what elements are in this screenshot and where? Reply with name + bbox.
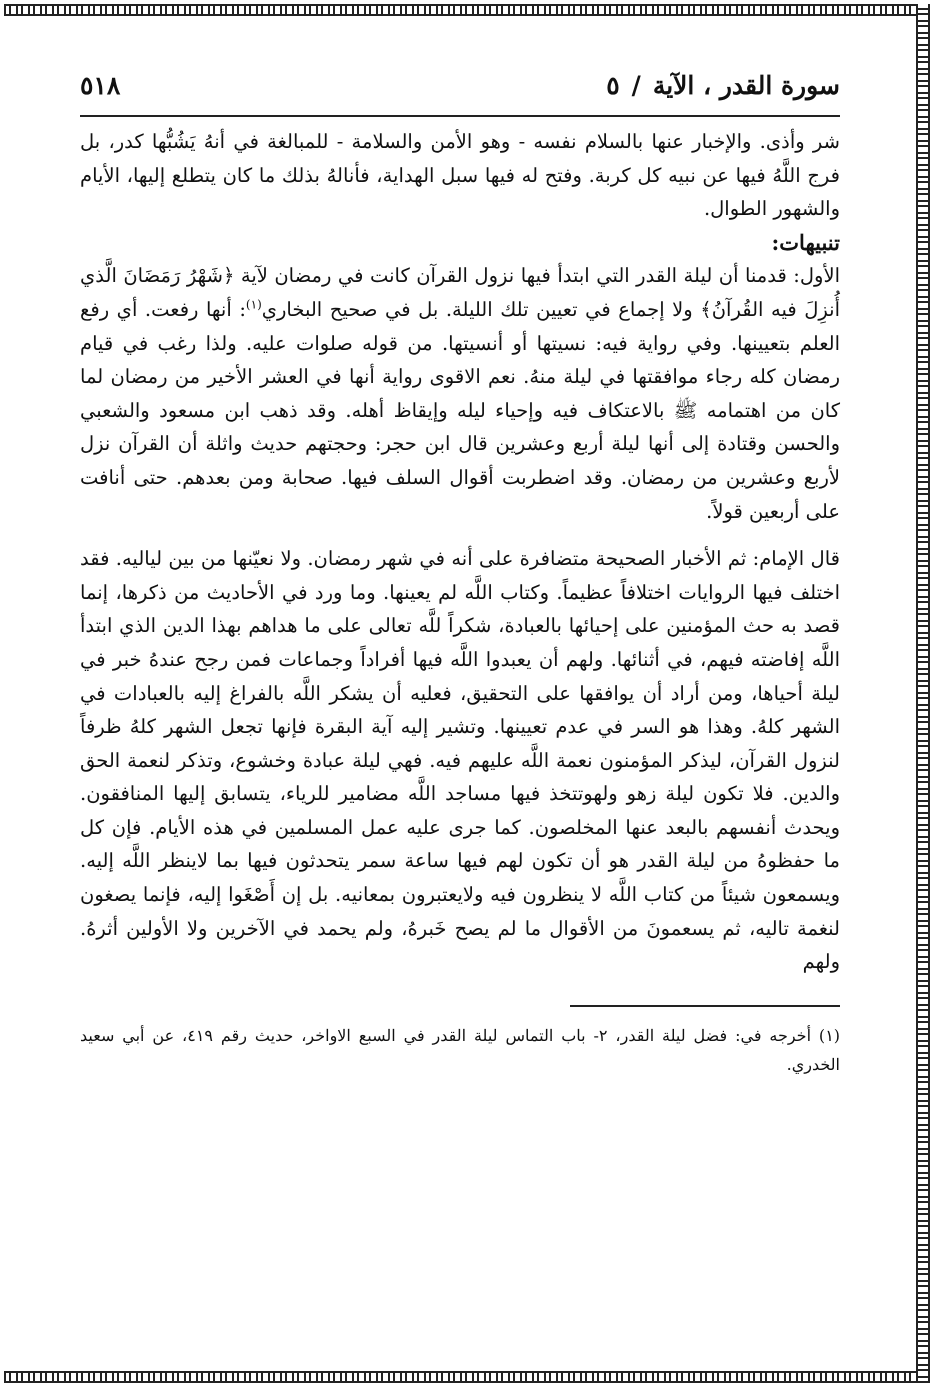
paragraph-intro: شر وأذى. والإخبار عنها بالسلام نفسه - وهو الأمن والسلامة - للمبالغة في أنهُ يَشُبُّها كدر، بل فرج اللَّهُ فيها عن نبيه كل كربة. وفتح له فيها سبل الهداية، فأنالهُ بذلك ما كان يتطلع إليها، الأيام والشهور الطوال. — [80, 130, 840, 221]
footnote-reference[interactable]: (١) — [245, 297, 262, 312]
footnote: (١) أخرجه في: فضل ليلة القدر، ٢- باب التماس ليلة القدر في السبع الاواخر، حديث رقم ٤١٩، عن أبي سعيد الخدري. — [80, 1025, 841, 1074]
paragraph-first-note — [80, 259, 840, 528]
book-page — [80, 55, 840, 1095]
page-number: ٥١٨ — [80, 70, 121, 100]
section-heading: تنبيهات: — [771, 229, 840, 255]
title-separator: / — [631, 70, 641, 100]
ornamental-border-top — [4, 4, 930, 16]
main-text — [80, 125, 840, 979]
surah-title: سورة القدر ، الآية — [652, 70, 840, 100]
ornamental-border-right — [916, 4, 930, 1383]
footnote-divider — [570, 1005, 840, 1007]
ornamental-border-bottom — [4, 1371, 930, 1383]
verse-number: ٥ — [606, 70, 620, 100]
paragraph-first-note-part2: : أنها رفعت. أي رفع العلم بتعيينها. وفي رواية فيه: نسيتها أو أنسيتها. من قوله صلوات عليه. ولذا رغب في قيام رمضان كله رجاء موافقتها في ليلة منهُ. نعم الاقوى رواية أنها في العشر الأخير من رمضان لما كان من اهتمامه ﷺ بالاعتكاف فيه وإحياء ليله وإيقاظ أهله. وقد ذهب ابن مسعود والشعبي والحسن وقتادة إلى أنها ليلة أربع وعشرين قال ابن حجر: وحجتهم حديث واثلة أن القرآن نزل لأربع وعشرين من رمضان. وقد اضطربت أقوال السلف فيها. صحابة ومن بعدهم. حتى أنافت على أربعين قولاً. — [80, 297, 840, 523]
paragraph-first-note-part1: الأول: قدمنا أن ليلة القدر التي ابتدأ فيها نزول القرآن كانت في رمضان لآية ﴿شَهْرُ رَمَضَانَ الَّذي أُنزِلَ فيه القُرآنُ﴾ ولا إجماع في تعيين تلك الليلة. بل في صحيح البخاري — [80, 264, 840, 321]
page-header — [80, 55, 840, 117]
paragraph-imam: قال الإمام: ثم الأخبار الصحيحة متضافرة على أنه في شهر رمضان. ولا نعيّنها من بين لياليه. فقد اختلف فيها الروايات اختلافاً عظيماً. وكتاب اللَّه لم يعينها. وما ورد في الأحاديث من ذكرها، إنما قصد به حث المؤمنين على إحيائها بالعبادة، شكراً للَّه تعالى على ما هداهم بهذا الدين الذي ابتدأ اللَّه إفاضته فيهم، في أثنائها. ولهم أن يعبدوا اللَّه فيها أفراداً وجماعات فمن رجح عندهُ خبر في ليلة أحياها، ومن أراد أن يوافقها على التحقيق، فعليه أن يشكر اللَّه بالفراغ إليه بالعبادات في الشهر كلهُ. وهذا هو السر في عدم تعيينها. وتشير إليه آية البقرة فإنها تجعل الشهر كلهُ ظرفاً لنزول القرآن، ليذكر المؤمنون نعمة اللَّه عليهم فيه. فهي ليلة عبادة وخشوع، وتذكر لنعمة الحق والدين. فلا تكون ليلة زهو ولهوتتخذ فيها مساجد اللَّه مضامير للرياء، يتسابق إليها المنافقون. ويحدث أنفسهم بالبعد عنها المخلصون. كما جرى عليه عمل المسلمين في هذه الأيام. فإن كل ما حفظوهُ من ليلة القدر هو أن تكون لهم فيها ساعة سمر يتحدثون فيها بما لاينظر اللَّه إليه. ويسمعون شيئاً من كتاب اللَّه لا ينظرون فيه ولايعتبرون بمعانيه. بل إن أَصْغَوا إليه، فإنما يصغون لنغمة تاليه، ثم يسعمونَ من الأقوال ما لم يصح خَبرهُ، ولم يحمد في الآخرين ولا الأولين أثرهُ. ولهم — [80, 547, 840, 974]
running-title — [606, 71, 840, 100]
